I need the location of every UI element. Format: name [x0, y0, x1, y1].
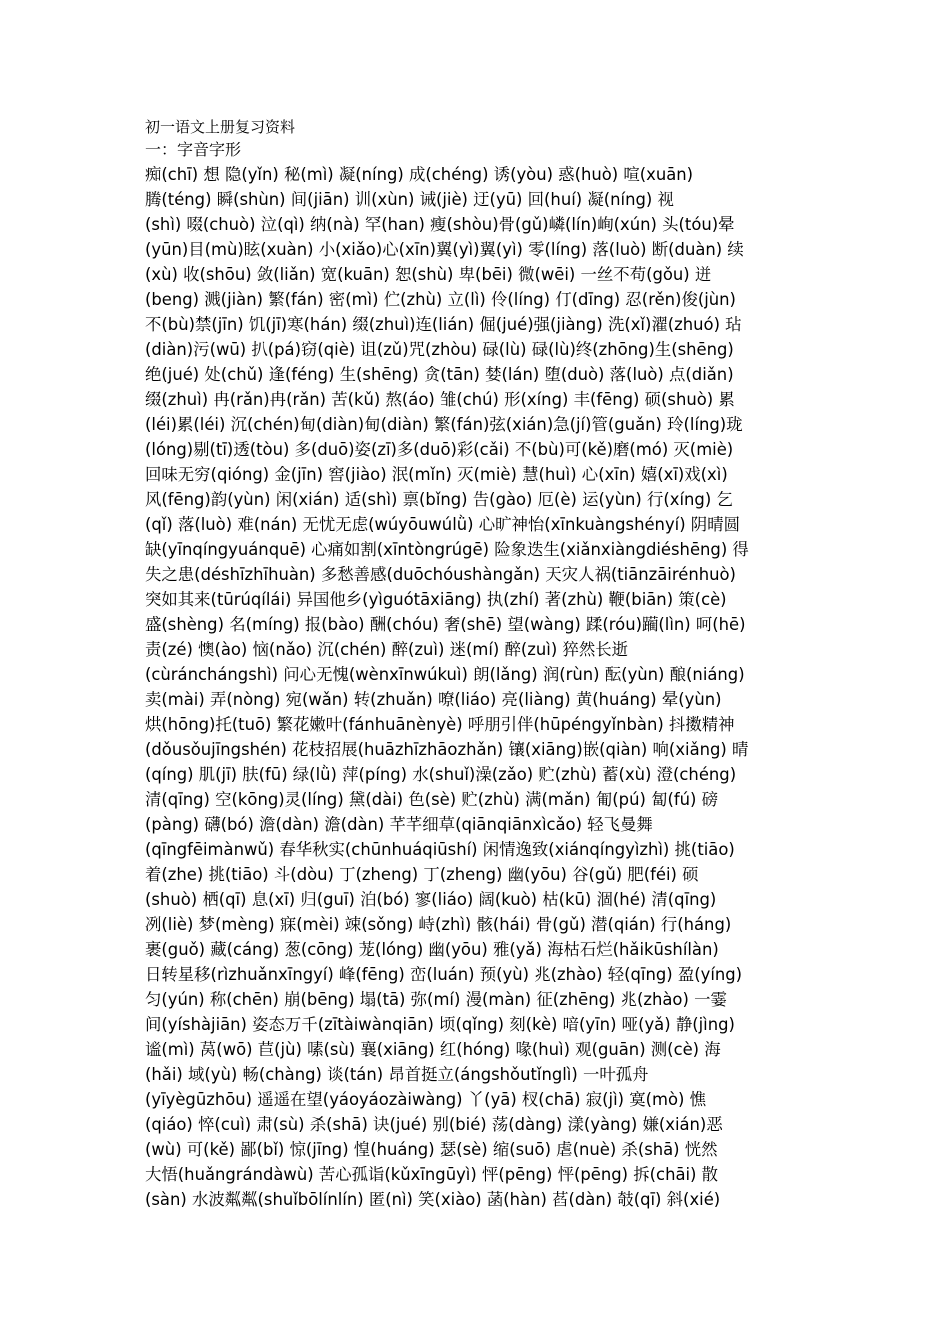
text-line: 谧(mì) 莴(wō) 苣(jù) 嗉(sù) 襄(xiāng) 红(hóng) 喙(huì) 观(guān) 测(cè) 海: [145, 1040, 721, 1059]
text-line: 突如其来(tūrúqílái) 异国他乡(yìguótāxiāng) 执(zhí) 著(zhù) 鞭(biān) 策(cè): [145, 590, 727, 609]
text-line: (diàn)污(wū) 扒(pá)窃(qiè) 诅(zǔ)咒(zhòu) 碌(lù) 碌(lù)终(zhōng)生(shēng): [145, 340, 734, 359]
text-line: 失之患(déshīzhīhuàn) 多愁善感(duōchóushàngǎn) 天灾人祸(tiānzāirénhuò): [145, 565, 736, 584]
text-line: 绝(jué) 处(chǔ) 逢(féng) 生(shēng) 贪(tān) 婪(lán) 堕(duò) 落(luò) 点(diǎn): [145, 365, 734, 384]
text-line: 痴(chī) 想 隐(yǐn) 秘(mì) 凝(níng) 成(chéng) 诱(yòu) 惑(huò) 喧(xuān): [145, 165, 694, 184]
text-line: 缀(zhuì) 冉(rǎn)冉(rǎn) 苦(kǔ) 熬(áo) 雏(chú) 形(xíng) 丰(fēng) 硕(shuò) 累: [145, 390, 735, 409]
text-line: (dǒusǒujīngshén) 花枝招展(huāzhīzhāozhǎn) 镶(xiāng)嵌(qiàn) 响(xiǎng) 晴: [145, 740, 749, 759]
text-line: 卖(mài) 弄(nòng) 宛(wǎn) 转(zhuǎn) 嘹(liáo) 亮(liàng) 黄(huáng) 晕(yùn): [145, 690, 722, 709]
text-line: 不(bù)禁(jīn) 饥(jī)寒(hán) 缀(zhuì)连(lián) 倔(jué)强(jiàng) 洗(xǐ)濯(zhuó) 玷: [145, 315, 742, 334]
text-line: 大悟(huǎngrándàwù) 苦心孤诣(kǔxīngūyì) 怦(pēng) 怦(pēng) 拆(chāi) 散: [145, 1165, 719, 1184]
text-line: 责(zé) 懊(ào) 恼(nǎo) 沉(chén) 醉(zuì) 迷(mí) 醉(zuì) 猝然长逝: [145, 640, 628, 659]
text-line: 烘(hōng)托(tuō) 繁花嫩叶(fánhuānènyè) 呼朋引伴(hūpéngyǐnbàn) 抖擞精神: [145, 715, 735, 734]
text-line: 风(fēng)韵(yùn) 闲(xián) 适(shì) 禀(bǐng) 告(gào) 厄(è) 运(yùn) 行(xíng) 乞: [145, 490, 733, 509]
text-line: (qiáo) 悴(cuì) 肃(sù) 杀(shā) 诀(jué) 别(bié) 荡(dàng) 漾(yàng) 嫌(xián)恶: [145, 1115, 723, 1134]
text-line: 回味无穷(qióng) 金(jīn) 窖(jiào) 泯(mǐn) 灭(miè) 慧(huì) 心(xīn) 嬉(xī)戏(xì): [145, 465, 728, 484]
text-line: 裹(guǒ) 藏(cáng) 葱(cōng) 茏(lóng) 幽(yōu) 雅(yǎ) 海枯石烂(hǎikūshílàn): [145, 940, 719, 959]
text-line: 匀(yún) 称(chēn) 崩(bēng) 塌(tā) 弥(mí) 漫(màn) 征(zhēng) 兆(zhào) 一霎: [145, 990, 727, 1009]
document-body: [145, 116, 817, 1212]
text-line: 清(qīng) 空(kōng)灵(líng) 黛(dài) 色(sè) 贮(zhù) 满(mǎn) 匍(pú) 匐(fú) 磅: [145, 790, 719, 809]
text-line: (wù) 可(kě) 鄙(bǐ) 惊(jīng) 惶(huáng) 瑟(sè) 缩(suō) 虐(nuè) 杀(shā) 恍然: [145, 1140, 718, 1159]
text-block: [145, 162, 817, 1212]
text-line: (qíng) 肌(jī) 肤(fū) 绿(lǜ) 萍(píng) 水(shuǐ)澡(zǎo) 贮(zhù) 蓄(xù) 澄(chéng): [145, 765, 737, 784]
text-line: (sàn) 水波粼粼(shuǐbōlínlín) 匿(nì) 笑(xiào) 菡(hàn) 萏(dàn) 攲(qī) 斜(xié): [145, 1190, 721, 1209]
text-line: 日转星移(rìzhuǎnxīngyí) 峰(fēng) 峦(luán) 预(yù) 兆(zhào) 轻(qīng) 盈(yíng): [145, 965, 743, 984]
text-line: 着(zhe) 挑(tiāo) 斗(dòu) 丁(zheng) 丁(zheng) 幽(yōu) 谷(gǔ) 肥(féi) 硕: [145, 865, 699, 884]
section-heading: 一：字音字形: [145, 140, 242, 159]
text-line: (pàng) 礴(bó) 澹(dàn) 澹(dàn) 芊芊细草(qiānqiānxìcǎo) 轻飞曼舞: [145, 815, 653, 834]
text-line: (lóng)剔(tī)透(tòu) 多(duō)姿(zī)多(duō)彩(cǎi) 不(bù)可(kě)磨(mó) 灭(miè): [145, 440, 734, 459]
text-line: (xù) 收(shōu) 敛(liǎn) 宽(kuān) 恕(shù) 卑(bēi) 微(wēi) 一丝不苟(gǒu) 迸: [145, 265, 712, 284]
text-line: (qīngfēimànwǔ) 春华秋实(chūnhuáqiūshí) 闲情逸致(xiánqíngyìzhì) 挑(tiāo): [145, 840, 735, 859]
text-line: (qǐ) 落(luò) 难(nán) 无忧无虑(wúyōuwúlǜ) 心旷神怡(xīnkuàngshényí) 阴晴圆: [145, 515, 740, 534]
text-line: 腾(téng) 瞬(shùn) 间(jiān) 训(xùn) 诫(jiè) 迂(yū) 回(huí) 凝(níng) 视: [145, 190, 674, 209]
text-line: (léi)累(léi) 沉(chén)甸(diàn)甸(diàn) 繁(fán)弦(xián)急(jí)管(guǎn) 玲(líng)珑: [145, 415, 743, 434]
text-line: 盛(shèng) 名(míng) 报(bào) 酬(chóu) 奢(shē) 望(wàng) 蹂(róu)躏(lìn) 呵(hē): [145, 615, 746, 634]
text-line: (cùránchángshì) 问心无愧(wènxīnwúkuì) 朗(lǎng) 润(rùn) 酝(yùn) 酿(niáng): [145, 665, 745, 684]
text-line: (yīyègūzhōu) 遥遥在望(yáoyáozàiwàng) 丫(yā) 杈(chā) 寂(jì) 寞(mò) 憔: [145, 1090, 707, 1109]
text-line: 间(yíshàjiān) 姿态万千(zītàiwànqiān) 顷(qǐng) 刻(kè) 喑(yīn) 哑(yǎ) 静(jìng): [145, 1015, 735, 1034]
text-line: (yūn)目(mù)眩(xuàn) 小(xiǎo)心(xīn)翼(yì)翼(yì) 零(líng) 落(luò) 断(duàn) 续: [145, 240, 744, 259]
document-title: 初一语文上册复习资料: [145, 118, 296, 136]
text-line: (shuò) 栖(qī) 息(xī) 归(guī) 泊(bó) 寥(liáo) 阔(kuò) 枯(kū) 涸(hé) 清(qīng): [145, 890, 717, 909]
text-line: 冽(liè) 梦(mèng) 寐(mèi) 竦(sǒng) 峙(zhì) 骸(hái) 骨(gǔ) 潜(qián) 行(háng): [145, 915, 732, 934]
text-line: (hǎi) 域(yù) 畅(chàng) 谈(tán) 昂首挺立(ángshǒutǐnglì) 一叶孤舟: [145, 1065, 649, 1084]
text-line: (beng) 溅(jiàn) 繁(fán) 密(mì) 伫(zhù) 立(lì) 伶(líng) 仃(dīng) 忍(rěn)俊(jùn): [145, 290, 736, 309]
text-line: (shì) 啜(chuò) 泣(qì) 纳(nà) 罕(han) 瘦(shòu)骨(gǔ)嶙(lín)峋(xún) 头(tóu)晕: [145, 215, 735, 234]
text-line: 缺(yīnqíngyuánquē) 心痛如割(xīntòngrúgē) 险象迭生(xiǎnxiàngdiéshēng) 得: [145, 540, 749, 559]
